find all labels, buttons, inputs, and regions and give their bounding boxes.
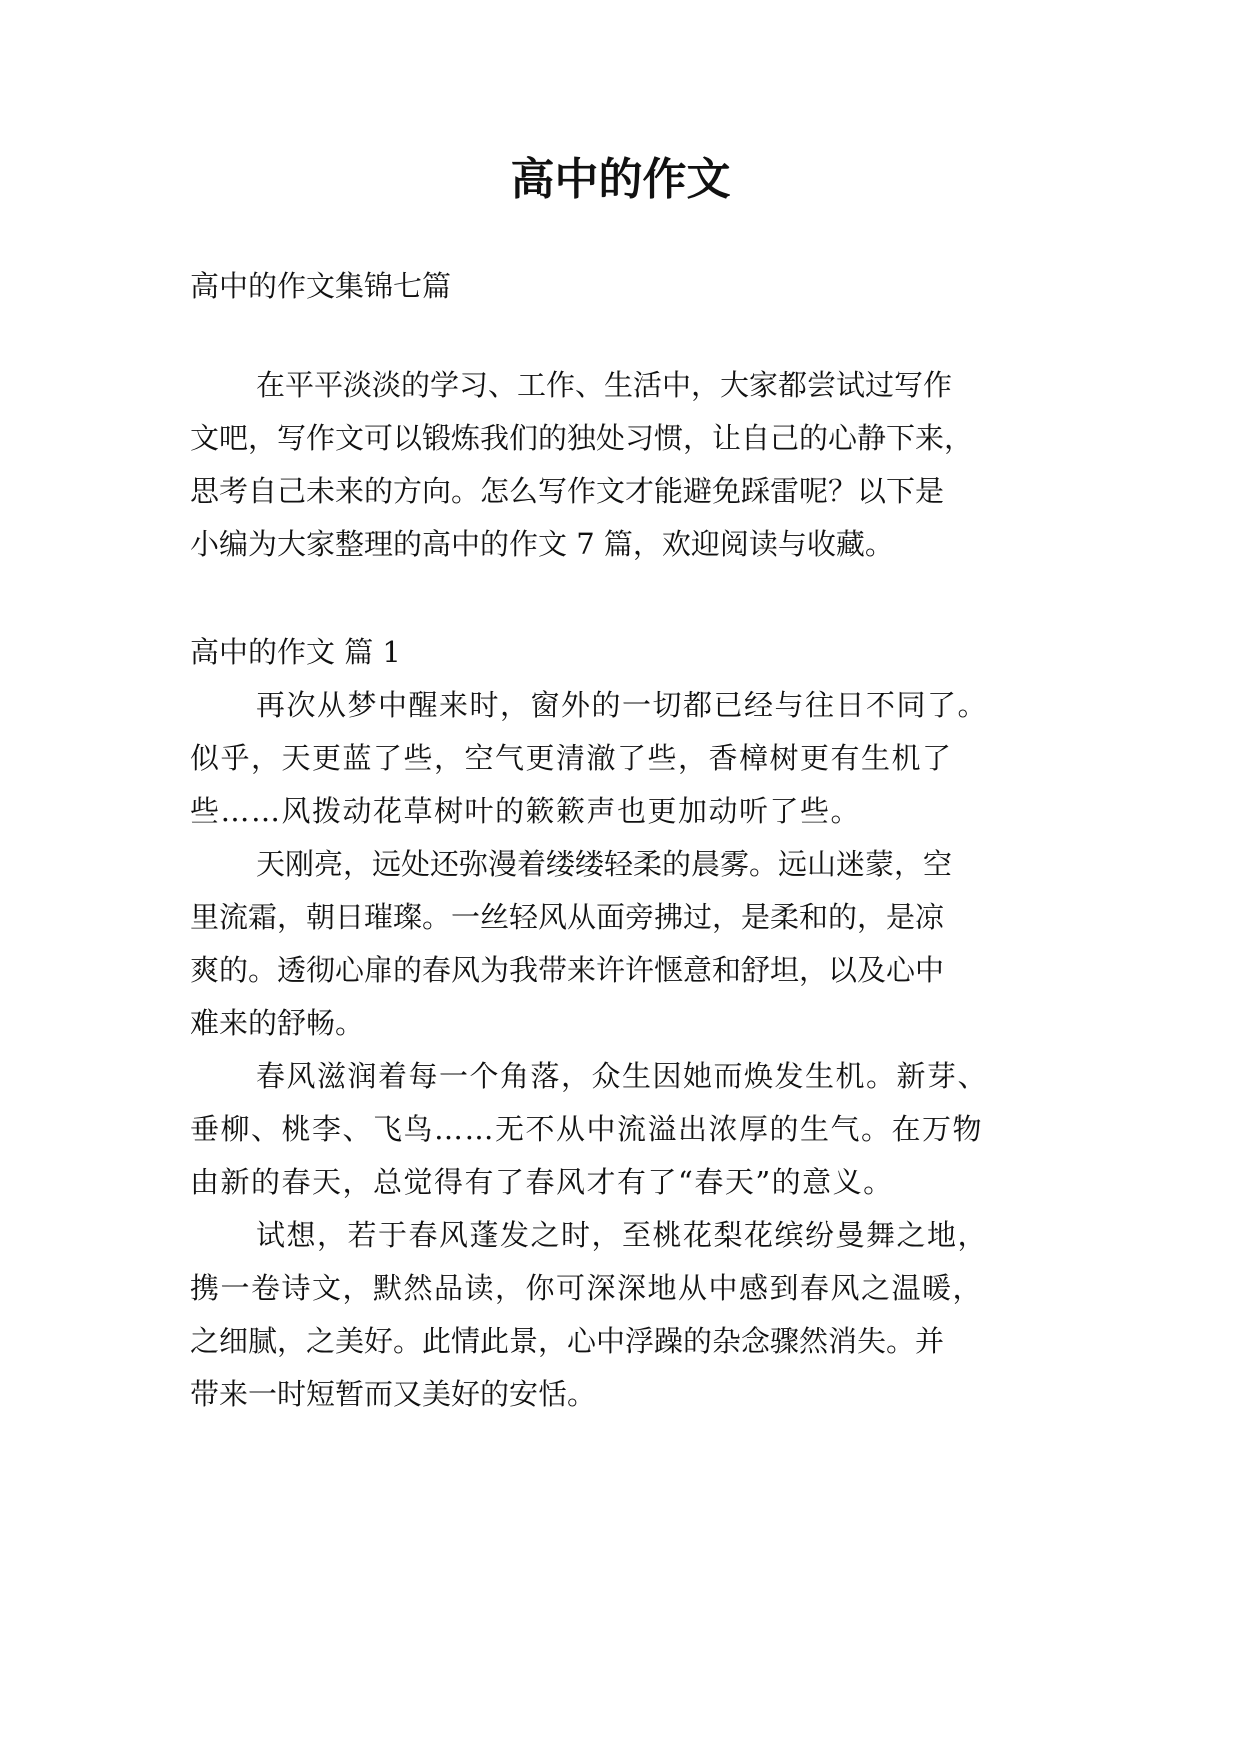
intro-line: 小编为大家整理的高中的作文 7 篇，欢迎阅读与收藏。: [190, 527, 894, 561]
paragraph-line: 难来的舒畅。: [190, 1006, 365, 1040]
document-title: 高中的作文: [510, 154, 731, 205]
paragraph-line: 些……风拨动花草树叶的簌簌声也更加动听了些。: [190, 794, 862, 828]
paragraph-line: 试想，若于春风蓬发之时，至桃花梨花缤纷曼舞之地，: [256, 1218, 989, 1252]
paragraph-line: 天刚亮，远处还弥漫着缕缕轻柔的晨雾。远山迷蒙，空: [256, 847, 953, 881]
paragraph-line: 垂柳、桃李、飞鸟……无不从中流溢出浓厚的生气。在万物: [190, 1112, 984, 1146]
paragraph-line: 爽的。透彻心扉的春风为我带来许许惬意和舒坦，以及心中: [190, 953, 945, 987]
paragraph-line: 似乎，天更蓝了些，空气更清澈了些，香樟树更有生机了: [190, 741, 953, 775]
paragraph-line: 再次从梦中醒来时，窗外的一切都已经与往日不同了。: [256, 688, 989, 722]
paragraph-line: 春风滋润着每一个角落，众生因她而焕发生机。新芽、: [256, 1059, 989, 1093]
paragraph-line: 携一卷诗文，默然品读，你可深深地从中感到春风之温暖，: [190, 1271, 984, 1305]
paragraph-line: 带来一时短暂而又美好的安恬。: [190, 1377, 597, 1411]
intro-line: 文吧，写作文可以锻炼我们的独处习惯，让自己的心静下来，: [190, 421, 974, 455]
document-subtitle: 高中的作文集锦七篇: [190, 269, 452, 303]
intro-line: 在平平淡淡的学习、工作、生活中，大家都尝试过写作: [256, 368, 953, 402]
paragraph-line: 之细腻，之美好。此情此景，心中浮躁的杂念骤然消失。并: [190, 1324, 945, 1358]
paragraph-line: 里流霜，朝日璀璨。一丝轻风从面旁拂过，是柔和的，是凉: [190, 900, 945, 934]
intro-line: 思考自己未来的方向。怎么写作文才能避免踩雷呢？以下是: [190, 474, 945, 508]
paragraph-line: 由新的春天，总觉得有了春风才有了“春天”的意义。: [190, 1165, 894, 1199]
section-heading: 高中的作文 篇 1: [190, 635, 401, 669]
